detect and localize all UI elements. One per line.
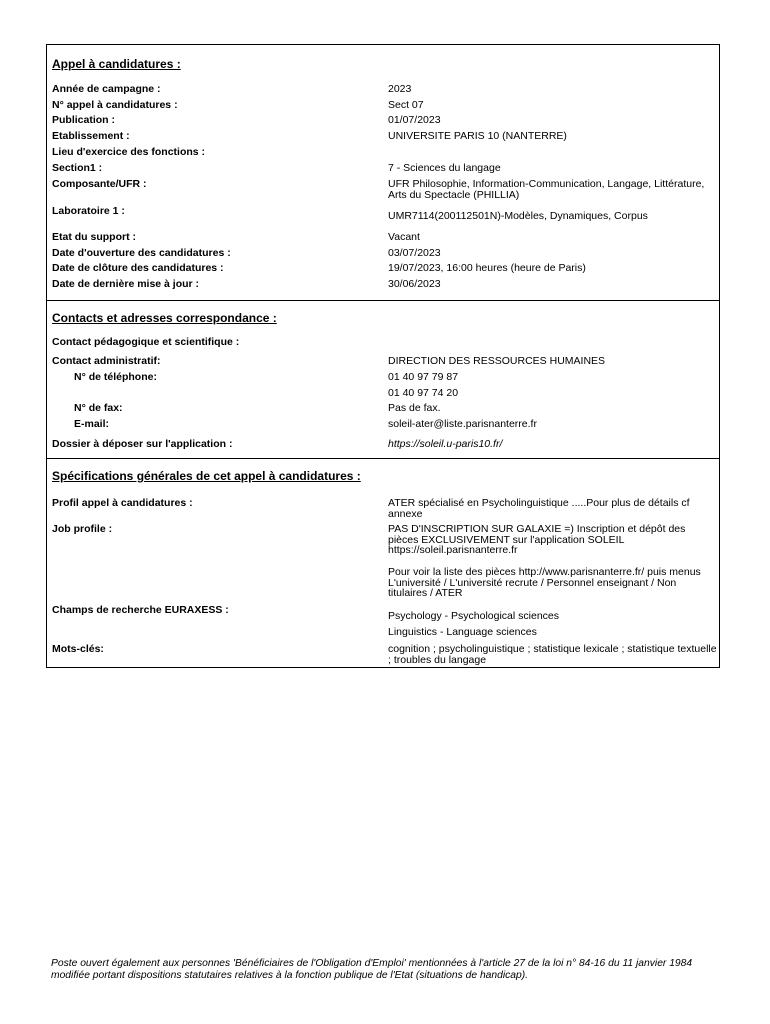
label-fax: N° de fax:: [74, 402, 123, 414]
value-telephone-2: 01 40 97 74 20: [388, 387, 459, 399]
label-publication: Publication :: [52, 114, 115, 126]
label-profil: Profil appel à candidatures :: [52, 497, 193, 509]
value-date-maj: 30/06/2023: [388, 278, 441, 290]
value-composante: UFR Philosophie, Information-Communication, Langage, Littérature, Arts du Spectacle (PHILLIA): [388, 178, 705, 201]
label-annee: Année de campagne :: [52, 83, 161, 95]
footer-note: Poste ouvert également aux personnes 'Bénéficiaires de l'Obligation d'Emploi' mentionnées à l'article 27 de la loi n° 84-16 du 11 janvier 1984 modifiée portant dispositions statutaires relatives à la fonction publique de l'Etat (situations de handicap).: [51, 958, 693, 981]
value-job-profile-1: PAS D'INSCRIPTION SUR GALAXIE =) Inscription et dépôt des pièces EXCLUSIVEMENT sur l'application SOLEIL https://soleil.parisnanterre.fr: [388, 523, 686, 556]
section-divider: [47, 300, 719, 301]
value-etablissement: UNIVERSITE PARIS 10 (NANTERRE): [388, 130, 567, 142]
label-date-ouverture: Date d'ouverture des candidatures :: [52, 247, 231, 259]
label-mots-cles: Mots-clés:: [52, 643, 104, 655]
value-date-ouverture: 03/07/2023: [388, 247, 441, 259]
label-laboratoire: Laboratoire 1 :: [52, 205, 125, 217]
label-job-profile: Job profile :: [52, 523, 113, 535]
label-composante: Composante/UFR :: [52, 178, 147, 190]
value-etat-support: Vacant: [388, 231, 420, 243]
value-contact-administratif: DIRECTION DES RESSOURCES HUMAINES: [388, 355, 606, 367]
value-publication: 01/07/2023: [388, 114, 441, 126]
label-euraxess: Champs de recherche EURAXESS :: [52, 604, 229, 616]
value-job-profile-2: Pour voir la liste des pièces http://www.parisnanterre.fr/ puis menus L'université / L'université recrute / Personnel enseignant / Non titulaires / ATER: [388, 566, 701, 599]
job-offer-frame: [46, 44, 720, 668]
label-dossier: Dossier à déposer sur l'application :: [52, 438, 233, 450]
label-numero-appel: N° appel à candidatures :: [52, 99, 178, 111]
section-heading-appel: Appel à candidatures :: [52, 57, 181, 71]
value-profil: ATER spécialisé en Psycholinguistique .....Pour plus de détails cf annexe: [388, 497, 690, 520]
label-date-maj: Date de dernière mise à jour :: [52, 278, 200, 290]
label-contact-pedagogique: Contact pédagogique et scientifique :: [52, 336, 240, 348]
value-euraxess-1: Psychology - Psychological sciences: [388, 610, 559, 622]
label-section: Section1 :: [52, 162, 103, 174]
section-heading-contacts: Contacts et adresses correspondance :: [52, 311, 277, 325]
value-numero-appel: Sect 07: [388, 99, 424, 111]
value-date-cloture: 19/07/2023, 16:00 heures (heure de Paris): [388, 262, 586, 274]
label-email: E-mail:: [74, 418, 110, 430]
email-link[interactable]: soleil-ater@liste.parisnanterre.fr: [388, 418, 537, 430]
label-etablissement: Etablissement :: [52, 130, 130, 142]
section-divider: [47, 458, 719, 459]
label-etat-support: Etat du support :: [52, 231, 136, 243]
value-laboratoire: UMR7114(200112501N)-Modèles, Dynamiques, Corpus: [388, 210, 648, 222]
section-heading-specifications: Spécifications générales de cet appel à candidatures :: [52, 469, 361, 483]
value-telephone-1: 01 40 97 79 87: [388, 371, 459, 383]
dossier-application-link[interactable]: https://soleil.u-paris10.fr/: [388, 438, 503, 450]
value-section: 7 - Sciences du langage: [388, 162, 501, 174]
label-lieu: Lieu d'exercice des fonctions :: [52, 146, 206, 158]
label-contact-administratif: Contact administratif:: [52, 355, 161, 367]
value-annee: 2023: [388, 83, 412, 95]
label-date-cloture: Date de clôture des candidatures :: [52, 262, 224, 274]
value-euraxess-2: Linguistics - Language sciences: [388, 626, 537, 638]
value-mots-cles: cognition ; psycholinguistique ; statistique lexicale ; statistique textuelle ; troubles du langage: [388, 643, 717, 666]
label-telephone: N° de téléphone:: [74, 371, 157, 383]
value-fax: Pas de fax.: [388, 402, 441, 414]
